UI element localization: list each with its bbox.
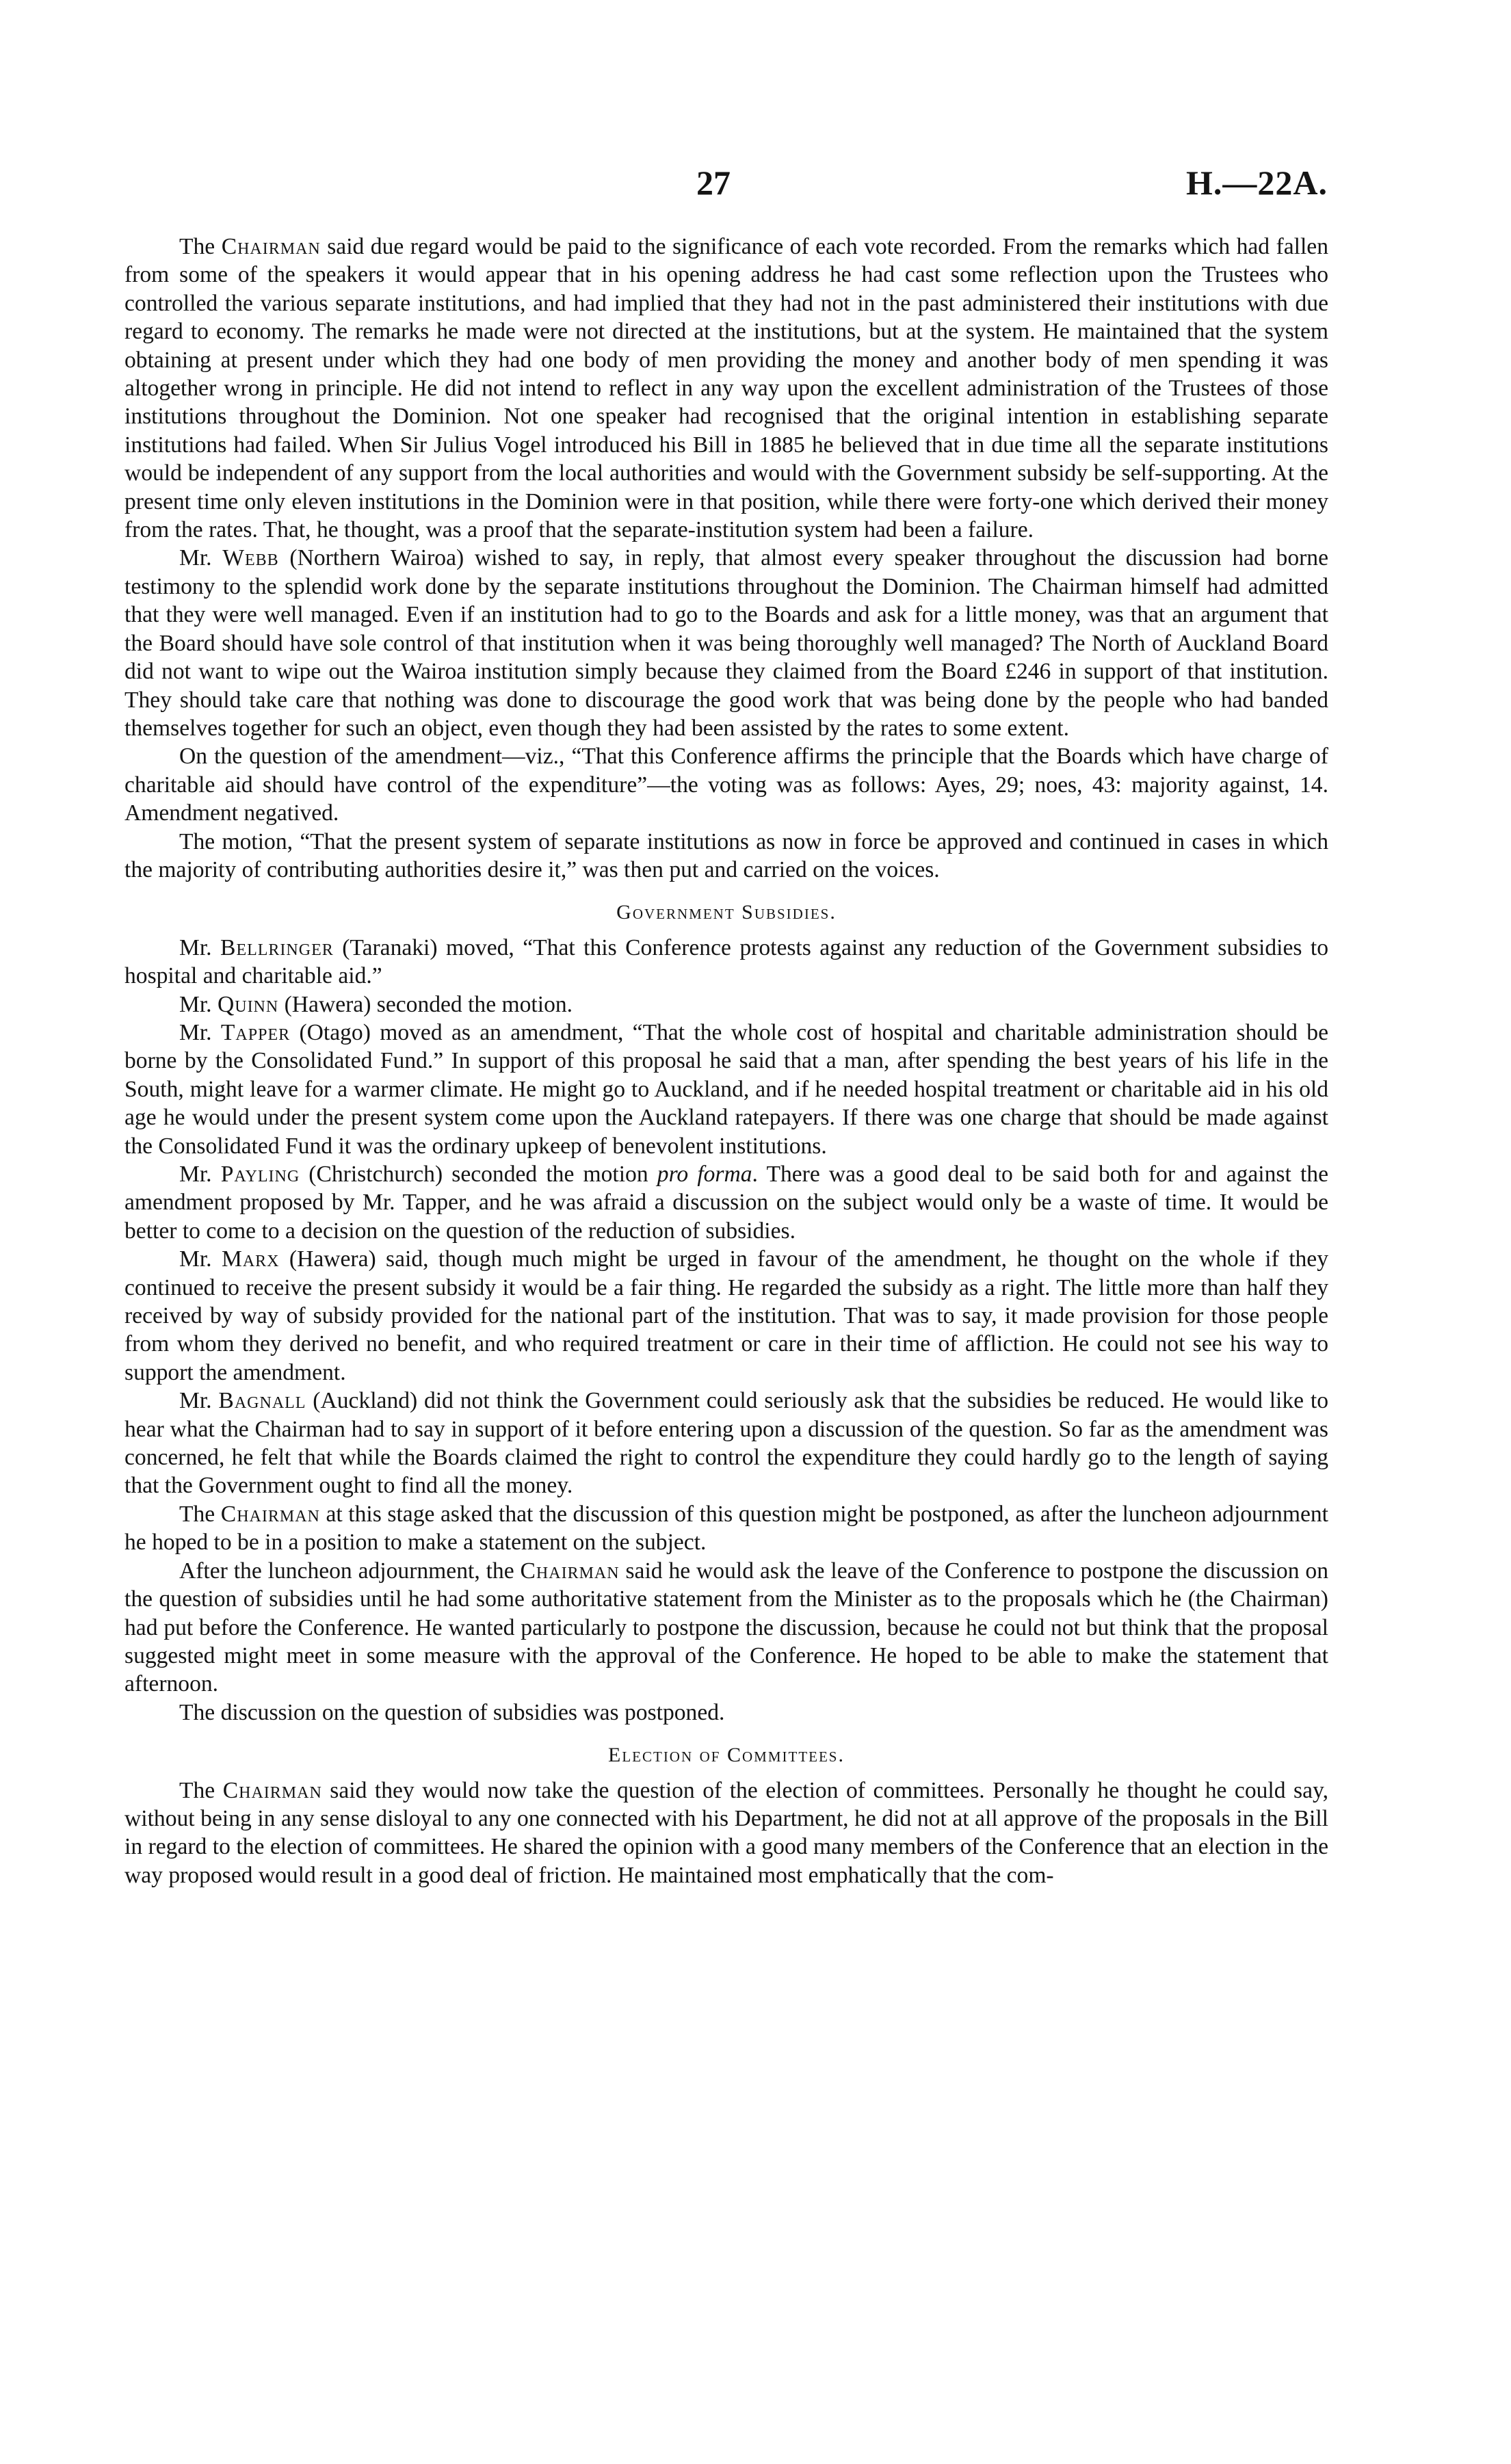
speaker-name: Bagnall [218, 1388, 306, 1414]
section-heading: Government Subsidies. [616, 901, 837, 924]
page-header [0, 163, 1511, 218]
italic-phrase: pro forma [657, 1162, 752, 1187]
paragraph: The Chairman at this stage asked that the discussion of this question might be postponed, as after the luncheon adjournment he hoped to be in a position to make a statement on the subject. [124, 1501, 1328, 1556]
paragraph-text: (Hawera) said, though much might be urged in favour of the amendment, he thought on the whole if they continued to receive the present subsidy it would be a fair thing. He regarded the subsidy as a right. The little more than half they received by way of subsidy provided for the national part of the institution. That was to say, it made provision for those people from whom they derived no benefit, and who required treatment or care in their time of affliction. He could not see his way to support the amendment. [124, 1246, 1329, 1385]
paragraph-text: (Auckland) did not think the Government could seriously ask that the subsidies be reduced. He would like to hear what the Chairman had to say in support of it before entering upon a discussion of the question. So far as the amendment was concerned, he felt that while the Boards claimed the right to control the expenditure they could hardly go to the length of saying that the Government ought to find all the money. [124, 1388, 1329, 1499]
paragraph-text: (Otago) moved as an amendment, “That the whole cost of hospital and charitable administration should be borne by the Consolidated Fund.” In support of this proposal he said that a man, after spending the best years of his life in the South, might leave for a warmer climate. He might go to Auckland, and if he needed hospital treatment or charitable aid in his old age he would under the present system come upon the Auckland ratepayers. If there was one charge that should be made against the Consolidated Fund it was the ordinary upkeep of benevolent institutions. [124, 1019, 1328, 1159]
paragraph: The Chairman said they would now take the question of the election of committees. Personally he thought he could say, without being in any sense disloyal to any one connected with his Department, he did not at all approve of the proposals in the Bill in regard to the election of committees. He shared the opinion with a good many members of the Conference that an election in the way proposed would result in a good deal of friction. He maintained most emphatically that the com- [124, 1777, 1328, 1888]
paragraph: The discussion on the question of subsidies was postponed. [179, 1699, 725, 1725]
page-number: 27 [696, 163, 731, 202]
speaker-name: Chairman [520, 1558, 620, 1584]
paragraph: On the question of the amendment—viz., “That this Conference affirms the principle that the Boards which have charge of charitable aid should have control of the expenditure”—the voting was as follows: Ayes, 29; noes, 43: majority against, 14. Amendment negatived. [124, 744, 1328, 826]
speaker-name: Webb [222, 545, 279, 571]
body-text [124, 233, 1328, 1889]
paragraph-text: said he would ask the leave of the Conference to postpone the discussion on the question of subsidies until he had some authoritative statement from the Minister as to the proposals which he (the Chairman) had put before the Conference. He wanted particularly to postpone the discussion, because he could not but think that the proposal suggested might meet in some measure with the approval of the Conference. He hoped to be able to make the statement that afternoon. [124, 1558, 1328, 1697]
paragraph-text: (Hawera) seconded the motion. [278, 991, 573, 1017]
paragraph: Mr. Quinn (Hawera) seconded the motion. [179, 991, 573, 1017]
section-heading: Election of Committees. [608, 1744, 845, 1767]
paragraph: Mr. Webb (Northern Wairoa) wished to say, in reply, that almost every speaker throughout the discussion had borne testimony to the splendid work done by the separate institutions throughout the Dominion. The Chairman himself had admitted that they were well managed. Even if an institution had to go to the Boards and ask for a little money, was that an argument that the Board should have sole control of that institution when it was being thoroughly well managed? The North of Auckland Board did not want to wipe out the Wairoa institution simply because they claimed from the Board £246 in support of that institution. They should take care that nothing was done to discourage the good work that was being done by the people who had banded themselves together for such an object, even though they had been assisted by the rates to some extent. [124, 545, 1328, 741]
paragraph-text: said due regard would be paid to the significance of each vote recorded. From the remarks which had fallen from some of the speakers it would appear that in his opening address he had cast some reflection upon the Trustees who controlled the various separate institutions, and had implied that they had not in the past administered their institutions with due regard to economy. The remarks he made were not directed at the institutions, but at the system. He maintained that the system obtaining at present under which they had one body of men providing the money and another body of men spending it was altogether wrong in principle. He did not intend to reflect in any way upon the excellent administration of the Trustees of those institutions throughout the Dominion. Not one speaker had recognised that the original intention in establishing separate institutions had failed. When Sir Julius Vogel introduced his Bill in 1885 he believed that in due time all the separate institutions would be independent of any support from the local authorities and would with the Government subsidy be self-supporting. At the present time only eleven institutions in the Dominion were in that position, while there were forty-one which derived their money from the rates. That, he thought, was a proof that the separate-institution system had been a failure. [124, 234, 1328, 543]
speaker-name: Marx [221, 1246, 280, 1272]
speaker-name: Bellringer [220, 934, 334, 960]
paragraph-text: (Taranaki) moved, “That this Conference protests against any reduction of the Government subsidies to hospital and charitable aid.” [124, 934, 1328, 989]
speaker-name: Chairman [221, 234, 321, 259]
paragraph [124, 1557, 1328, 1699]
speaker-name: Chairman [220, 1501, 320, 1527]
paragraph: Mr. Bellringer (Taranaki) moved, “That this Conference protests against any reduction of the Government subsidies to hospital and charitable aid.” [124, 934, 1328, 989]
paragraph-text: said they would now take the question of the election of committees. Personally he thought he could say, without being in any sense disloyal to any one connected with his Department, he did not at all approve of the proposals in the Bill in regard to the election of committees. He shared the opinion with a good many members of the Conference that an election in the way proposed would result in a good deal of friction. He maintained most emphatically that the com- [124, 1777, 1328, 1888]
speaker-name: Quinn [217, 991, 279, 1017]
paragraph-text: at this stage asked that the discussion of this question might be postponed, as after the luncheon adjournment he hoped to be in a position to make a statement on the subject. [124, 1501, 1328, 1556]
paragraph-text: . There was a good deal to be said both for and against the amendment proposed by Mr. Tapper, and he was afraid a discussion on the subject would only be a waste of time. It would be better to come to a decision on the question of the reduction of subsidies. [124, 1162, 1328, 1244]
document-reference: H.—22A. [1186, 163, 1328, 202]
paragraph: Mr. Payling (Christchurch) seconded the motion pro forma. There was a good deal to be said both for and against the amendment proposed by Mr. Tapper, and he was afraid a discussion on the subject would only be a waste of time. It would be better to come to a decision on the question of the reduction of subsidies. [124, 1162, 1328, 1244]
paragraph-text: After the luncheon adjournment, the [179, 1558, 521, 1584]
paragraph-text: (Christchurch) seconded the motion [300, 1162, 657, 1187]
paragraph: Mr. Tapper (Otago) moved as an amendment, “That the whole cost of hospital and charitable administration should be borne by the Consolidated Fund.” In support of this proposal he said that a man, after spending the best years of his life in the South, might leave for a warmer climate. He might go to Auckland, and if he needed hospital treatment or charitable aid in his old age he would under the present system come upon the Auckland ratepayers. If there was one charge that should be made against the Consolidated Fund it was the ordinary upkeep of benevolent institutions. [124, 1019, 1328, 1159]
speaker-name: Payling [220, 1162, 300, 1187]
paragraph: The Chairman said due regard would be paid to the significance of each vote recorded. From the remarks which had fallen from some of the speakers it would appear that in his opening address he had cast some reflection upon the Trustees who controlled the various separate institutions, and had implied that they had not in the past administered their institutions with due regard to economy. The remarks he made were not directed at the institutions, but at the system. He maintained that the system obtaining at present under which they had one body of men providing the money and another body of men spending it was altogether wrong in principle. He did not intend to reflect in any way upon the excellent administration of the Trustees of those institutions throughout the Dominion. Not one speaker had recognised that the original intention in establishing separate institutions had failed. When Sir Julius Vogel introduced his Bill in 1885 he believed that in due time all the separate institutions would be independent of any support from the local authorities and would with the Government subsidy be self-supporting. At the present time only eleven institutions in the Dominion were in that position, while there were forty-one which derived their money from the rates. That, he thought, was a proof that the separate-institution system had been a failure. [124, 234, 1328, 543]
speaker-name: Tapper [220, 1019, 291, 1045]
paragraph: The motion, “That the present system of separate institutions as now in force be approved and continued in cases in which the majority of contributing authorities desire it,” was then put and carried on the voices. [124, 828, 1328, 882]
paragraph: Mr. Bagnall (Auckland) did not think the Government could seriously ask that the subsidies be reduced. He would like to hear what the Chairman had to say in support of it before entering upon a discussion of the question. So far as the amendment was concerned, he felt that while the Boards claimed the right to control the expenditure they could hardly go to the length of saying that the Government ought to find all the money. [124, 1388, 1329, 1499]
paragraph: Mr. Marx (Hawera) said, though much might be urged in favour of the amendment, he thought on the whole if they continued to receive the present subsidy it would be a fair thing. He regarded the subsidy as a right. The little more than half they received by way of subsidy provided for the national part of the institution. That was to say, it made provision for those people from whom they derived no benefit, and who required treatment or care in their time of affliction. He could not see his way to support the amendment. [124, 1246, 1329, 1385]
paragraph-text: (Northern Wairoa) wished to say, in reply, that almost every speaker throughout the discussion had borne testimony to the splendid work done by the separate institutions throughout the Dominion. The Chairman himself had admitted that they were well managed. Even if an institution had to go to the Boards and ask for a little money, was that an argument that the Board should have sole control of that institution when it was being thoroughly well managed? The North of Auckland Board did not want to wipe out the Wairoa institution simply because they claimed from the Board £246 in support of that institution. They should take care that nothing was done to discourage the good work that was being done by the people who had banded themselves together for such an object, even though they had been assisted by the rates to some extent. [124, 545, 1328, 741]
speaker-name: Chairman [222, 1777, 322, 1803]
